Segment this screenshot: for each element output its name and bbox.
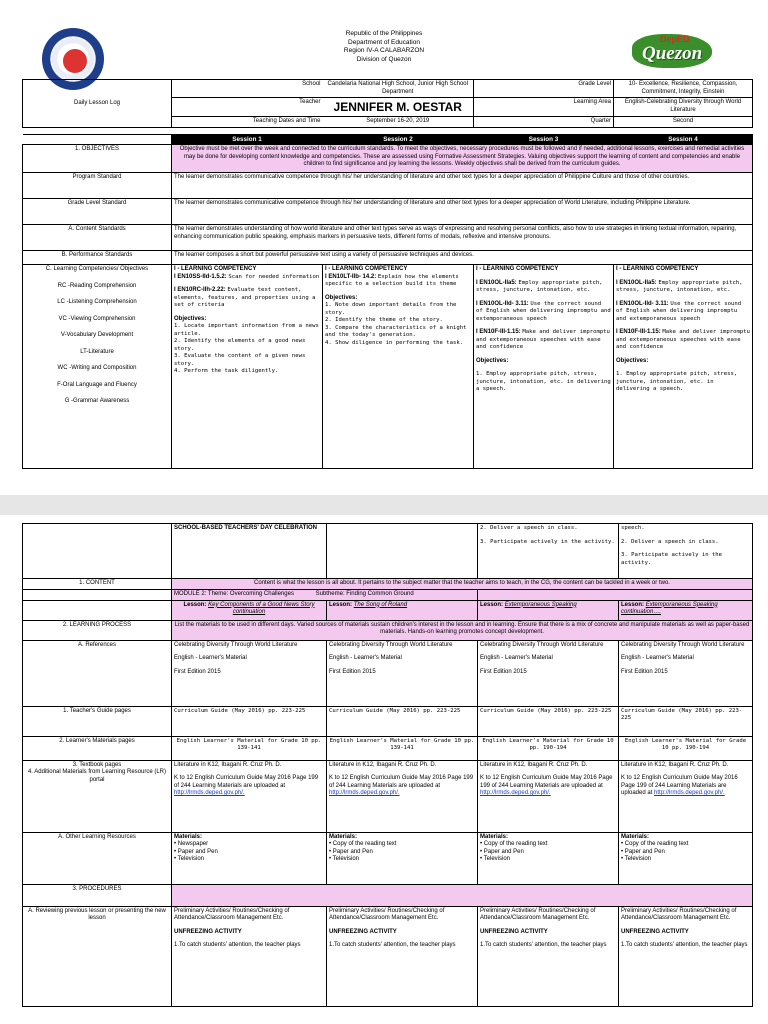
- legend-item: WC -Writing and Composition: [57, 365, 137, 371]
- references-session-4: Celebrating Diversity Through World Literature English - Learner's Material First Edition 2015: [619, 640, 753, 706]
- materials-session-3: Materials: • Copy of the reading text • Paper and Pen • Television: [478, 832, 619, 884]
- teachers-guide-session-3: Curriculum Guide (May 2016) pp. 223-225: [478, 706, 619, 736]
- references-label: A. References: [23, 640, 172, 706]
- lesson-session-3: Lesson: Extemporaneous Speaking: [478, 600, 619, 620]
- content-standards-text: The learner demonstrates understanding of how world literature and other text types serve as ways of expressing and resolving personal conflicts, also how to use strategies in linking textual information, repairing, enhancing communication public speaking, emphasis markers in persuasive texts, different forms of modals, reflexive and intensive pronouns.: [172, 225, 753, 251]
- quarter-label: Quarter: [474, 117, 614, 128]
- page-1: [0, 0, 768, 495]
- teachers-guide-session-4: Curriculum Guide (May 2016) pp. 223-225: [619, 706, 753, 736]
- session-1-header: Session 1: [172, 134, 323, 145]
- lesson-session-1: Lesson: Key Components of a Good News Story continuation: [172, 600, 327, 620]
- dll-table-page1: [22, 79, 753, 469]
- materials-session-1: Materials: • Newspaper • Paper and Pen • Television: [172, 832, 327, 884]
- continuation-session-3: 2. Deliver a speech in class. 3. Participate actively in the activity.: [478, 524, 619, 579]
- lrmds-link[interactable]: http://lrmds.deped.gov.ph/.: [480, 790, 551, 796]
- school-value: Candelaria National High School, Junior High School Department: [323, 80, 474, 98]
- objectives-label: 1. OBJECTIVES: [23, 145, 172, 173]
- learning-process-label: 2. LEARNING PROCESS: [23, 620, 172, 640]
- legend-item: F-Oral Language and Fluency: [57, 381, 137, 388]
- procedure-session-4: Preliminary Activities/ Routines/Checking of Attendance/Classroom Management Etc. UNFREEZING ACTIVITY 1.To catch students' attention, the teacher plays: [619, 906, 753, 1006]
- materials-session-4: Materials: • Copy of the reading text • Paper and Pen • Television: [619, 832, 753, 884]
- header-text: [284, 30, 484, 64]
- teachers-guide-label: 1. Teacher's Guide pages: [23, 706, 172, 736]
- textbook-additional-label: 3. Textbook pages 4. Additional Materials from Learning Resource (LR) portal: [23, 760, 172, 832]
- page-separator: [0, 495, 768, 515]
- learners-materials-session-3: English Learner's Material for Grade 10 pp. 190-194: [478, 736, 619, 760]
- grade-level-standard-label: Grade Level Standard: [23, 199, 172, 225]
- content-standards-label: A. Content Standards: [23, 225, 172, 251]
- reviewing-lesson-label: A. Reviewing previous lesson or presenting the new lesson: [23, 906, 172, 1006]
- competency-session-1: I - LEARNING COMPETENCY I EN10SS-IId-1.5.2: Scan for needed information I EN10RC-IIh-2.22: Evaluate text content, elements, features, and properties using a set of criteria Objectives: 1. Locate important information from a news article. 2. Identify the elements of a good news story. 3. Evaluate the content of a given news story. 4. Perform the task diligently.: [172, 265, 323, 469]
- procedures-label: 3. PROCEDURES: [23, 884, 172, 906]
- legend-item: VC -Viewing Comprehension: [58, 315, 136, 322]
- content-text: Content is what the lesson is all about. It pertains to the subject matter that the teacher aims to teach, in the CG, the content can be tackled in a week or two.: [172, 579, 753, 590]
- content-label: 1. CONTENT: [23, 579, 172, 590]
- module-theme: MODULE 2: Theme: Overcoming Challenges Subtheme: Finding Common Ground: [172, 589, 478, 600]
- competency-session-4: I - LEARNING COMPETENCY I EN10OL-IIa5: Employ appropriate pitch, stress, juncture, intonation, etc. I EN10OL-IId- 3.11: Use the correct sound of English when delivering impromptu and extemporaneous speech I EN10F-III-1.15: Make and deliver impromptu and extemporaneous speeches with ease and confidence Objectives: 1. Employ appropriate pitch, stress, juncture, intonation, etc. in delivering a speech.: [614, 265, 753, 469]
- performance-standards-text: The learner composes a short but powerful persuasive text using a variety of persuasive techniques and devices.: [172, 251, 753, 265]
- lesson-session-2: Lesson: The Song of Roland: [327, 600, 478, 620]
- competency-session-3: I - LEARNING COMPETENCY I EN10OL-IIa5: Employ appropriate pitch, stress, juncture, intonation, etc. I EN10OL-IId- 3.11: Use the correct sound of English when delivering impromptu and extemporaneous speech I EN10F-III-1.15: Make and deliver impromptu and extemporaneous speeches with ease and confidence Objectives: 1. Employ appropriate pitch, stress, juncture, intonation, etc. in delivering a speech.: [474, 265, 614, 469]
- legend-item: LT-Literature: [80, 348, 114, 355]
- competencies-label: C. Learning Competencies/ Objectives: [45, 266, 149, 272]
- learners-materials-session-2: English Learner's Material for Grade 10 pp. 139-141: [327, 736, 478, 760]
- procedure-session-3: Preliminary Activities/ Routines/Checking of Attendance/Classroom Management Etc. UNFREEZING ACTIVITY 1.To catch students' attention, the teacher plays: [478, 906, 619, 1006]
- dates-value: September 16-20, 2019: [323, 117, 474, 128]
- header-line: Department of Education: [348, 38, 420, 46]
- session-3-header: Session 3: [474, 134, 614, 145]
- page-2: [0, 515, 768, 1024]
- dates-label: Teaching Dates and Time: [172, 117, 323, 128]
- session-2-header: Session 2: [323, 134, 474, 145]
- dll-table-page2: [22, 523, 753, 1007]
- grade-level-label: Grade Level: [474, 80, 614, 98]
- competencies-label-cell: [23, 265, 172, 469]
- lrmds-link[interactable]: http://lrmds.deped.gov.ph/.: [329, 790, 400, 796]
- session-4-header: Session 4: [614, 134, 753, 145]
- legend-item: G -Grammar Awareness: [64, 398, 130, 404]
- teachers-guide-session-1: Curriculum Guide (May 2016) pp. 223-225: [172, 706, 327, 736]
- deped-quezon-logo: DepED Quezon: [632, 28, 714, 70]
- learners-materials-session-4: English Learner's Material for Grade 10 pp. 190-194: [619, 736, 753, 760]
- teacher-label: Teacher: [172, 98, 323, 117]
- lesson-session-4: Lesson: Extemporaneous Speaking continuation….: [619, 600, 753, 620]
- additional-materials-session-4: Literature in K12, Ibagani R. Cruz Ph. D. K to 12 English Curriculum Guide May 2016 Page 199 of 244 Learning Materials are uploaded at http://lrmds.deped.gov.ph/.: [619, 760, 753, 832]
- learning-area-label: Learning Area: [474, 98, 614, 117]
- references-session-2: Celebrating Diversity Through World Literature English - Learner's Material First Edition 2015: [327, 640, 478, 706]
- program-standard-label: Program Standard: [23, 173, 172, 199]
- legend-item: V-Vocabulary Development: [60, 332, 134, 338]
- references-session-3: Celebrating Diversity Through World Literature English - Learner's Material First Edition 2015: [478, 640, 619, 706]
- additional-materials-session-1: Literature in K12, Ibagani R. Cruz Ph. D. K to 12 English Curriculum Guide May 2016 Page 199 of 244 Learning Materials are uploaded at http://lrmds.deped.gov.ph/.: [172, 760, 327, 832]
- references-session-1: Celebrating Diversity Through World Literature English - Learner's Material First Edition 2015: [172, 640, 327, 706]
- learners-materials-label: 2. Learner's Materials pages: [23, 736, 172, 760]
- lrmds-link[interactable]: http://lrmds.deped.gov.ph/.: [654, 790, 725, 796]
- learners-materials-session-1: English Learner's Material for Grade 10 pp. 139-141: [172, 736, 327, 760]
- legend-item: RC -Reading Comprehension: [57, 282, 137, 289]
- additional-materials-session-3: Literature in K12, Ibagani R. Cruz Ph. D. K to 12 English Curriculum Guide May 2016 Page 199 of 244 Learning Materials are uploaded at http://lrmds.deped.gov.ph/.: [478, 760, 619, 832]
- objectives-text: Objective must be met over the week and connected to the curriculum standards. To meet the objectives, necessary procedures must be followed and if needed, additional lessons, exercises and remedial activities may be done for developing content knowledge and competencies. These are assessed using Formative Assessment Strategies. Valuing objectives support the learning of content and competencies and enable children to find significance and joy learning the lessons. Weekly objectives shall be derived from the curriculum guides.: [172, 145, 753, 173]
- header-line: Division of Quezon: [356, 55, 412, 63]
- competency-session-2: I - LEARNING COMPETENCY I EN10LT-IIb- 14.2: Explain how the elements specific to a selection build its theme Objectives: 1. Note down important details from the story. 2. Identify the theme of the story. 3. Compare the characteristics of a knight and the today's generation. 4. Show diligence in performing the task.: [323, 265, 474, 469]
- other-resources-label: A. Other Learning Resources: [23, 832, 172, 884]
- dll-title: Daily Lesson Log: [23, 80, 172, 128]
- legend-item: LC -Listening Comprehension: [57, 299, 137, 305]
- quarter-value: Second: [614, 117, 753, 128]
- performance-standards-label: B. Performance Standards: [23, 251, 172, 265]
- learning-process-text: List the materials to be used in different days. Varied sources of materials sustain children's interest in the lesson and in learning. Ensure that there is a mix of concrete and manipulate materials as well as paper-based materials. Hands-on learning promotes concept development.: [172, 620, 753, 640]
- header-line: Republic of the Philippines: [345, 30, 423, 37]
- document-header: [0, 0, 768, 80]
- learning-area-value: English-Celebrating Diversity through World Literature: [614, 98, 753, 117]
- teachers-day-event: SCHOOL-BASED TEACHERS' DAY CELEBRATION: [172, 524, 327, 579]
- materials-session-2: Materials: • Copy of the reading text • Paper and Pen • Television: [327, 832, 478, 884]
- grade-level-value: 10- Excellence, Resilience, Compassion, Commitment, Integrity, Einstein: [614, 80, 753, 98]
- procedure-session-1: Preliminary Activities/ Routines/Checking of Attendance/Classroom Management Etc. UNFREEZING ACTIVITY 1.To catch students' attention, the teacher plays: [172, 906, 327, 1006]
- procedure-session-2: Preliminary Activities/ Routines/Checking of Attendance/Classroom Management Etc. UNFREEZING ACTIVITY 1.To catch students' attention, the teacher plays: [327, 906, 478, 1006]
- teachers-guide-session-2: Curriculum Guide (May 2016) pp. 223-225: [327, 706, 478, 736]
- grade-level-standard-text: The learner demonstrates communicative competence through his/ her understanding of literature and other text types for a deeper appreciation of World Literature, including Philippine Literature.: [172, 199, 753, 225]
- school-label: School: [172, 80, 323, 98]
- continuation-session-4: speech. 2. Deliver a speech in class. 3. Participate actively in the activity.: [619, 524, 753, 579]
- lrmds-link[interactable]: http://lrmds.deped.gov.ph/.: [174, 790, 245, 796]
- additional-materials-session-2: Literature in K12, Ibagani R. Cruz Ph. D. K to 12 English Curriculum Guide May 2016 Page 199 of 244 Learning Materials are uploaded at http://lrmds.deped.gov.ph/.: [327, 760, 478, 832]
- header-line: Region IV-A CALABARZON: [343, 47, 425, 54]
- teacher-value: JENNIFER M. OESTAR: [323, 98, 474, 117]
- program-standard-text: The learner demonstrates communicative competence through his/ her understanding of literature and other text types for a deeper appreciation of Philippine Culture and those of other countries.: [172, 173, 753, 199]
